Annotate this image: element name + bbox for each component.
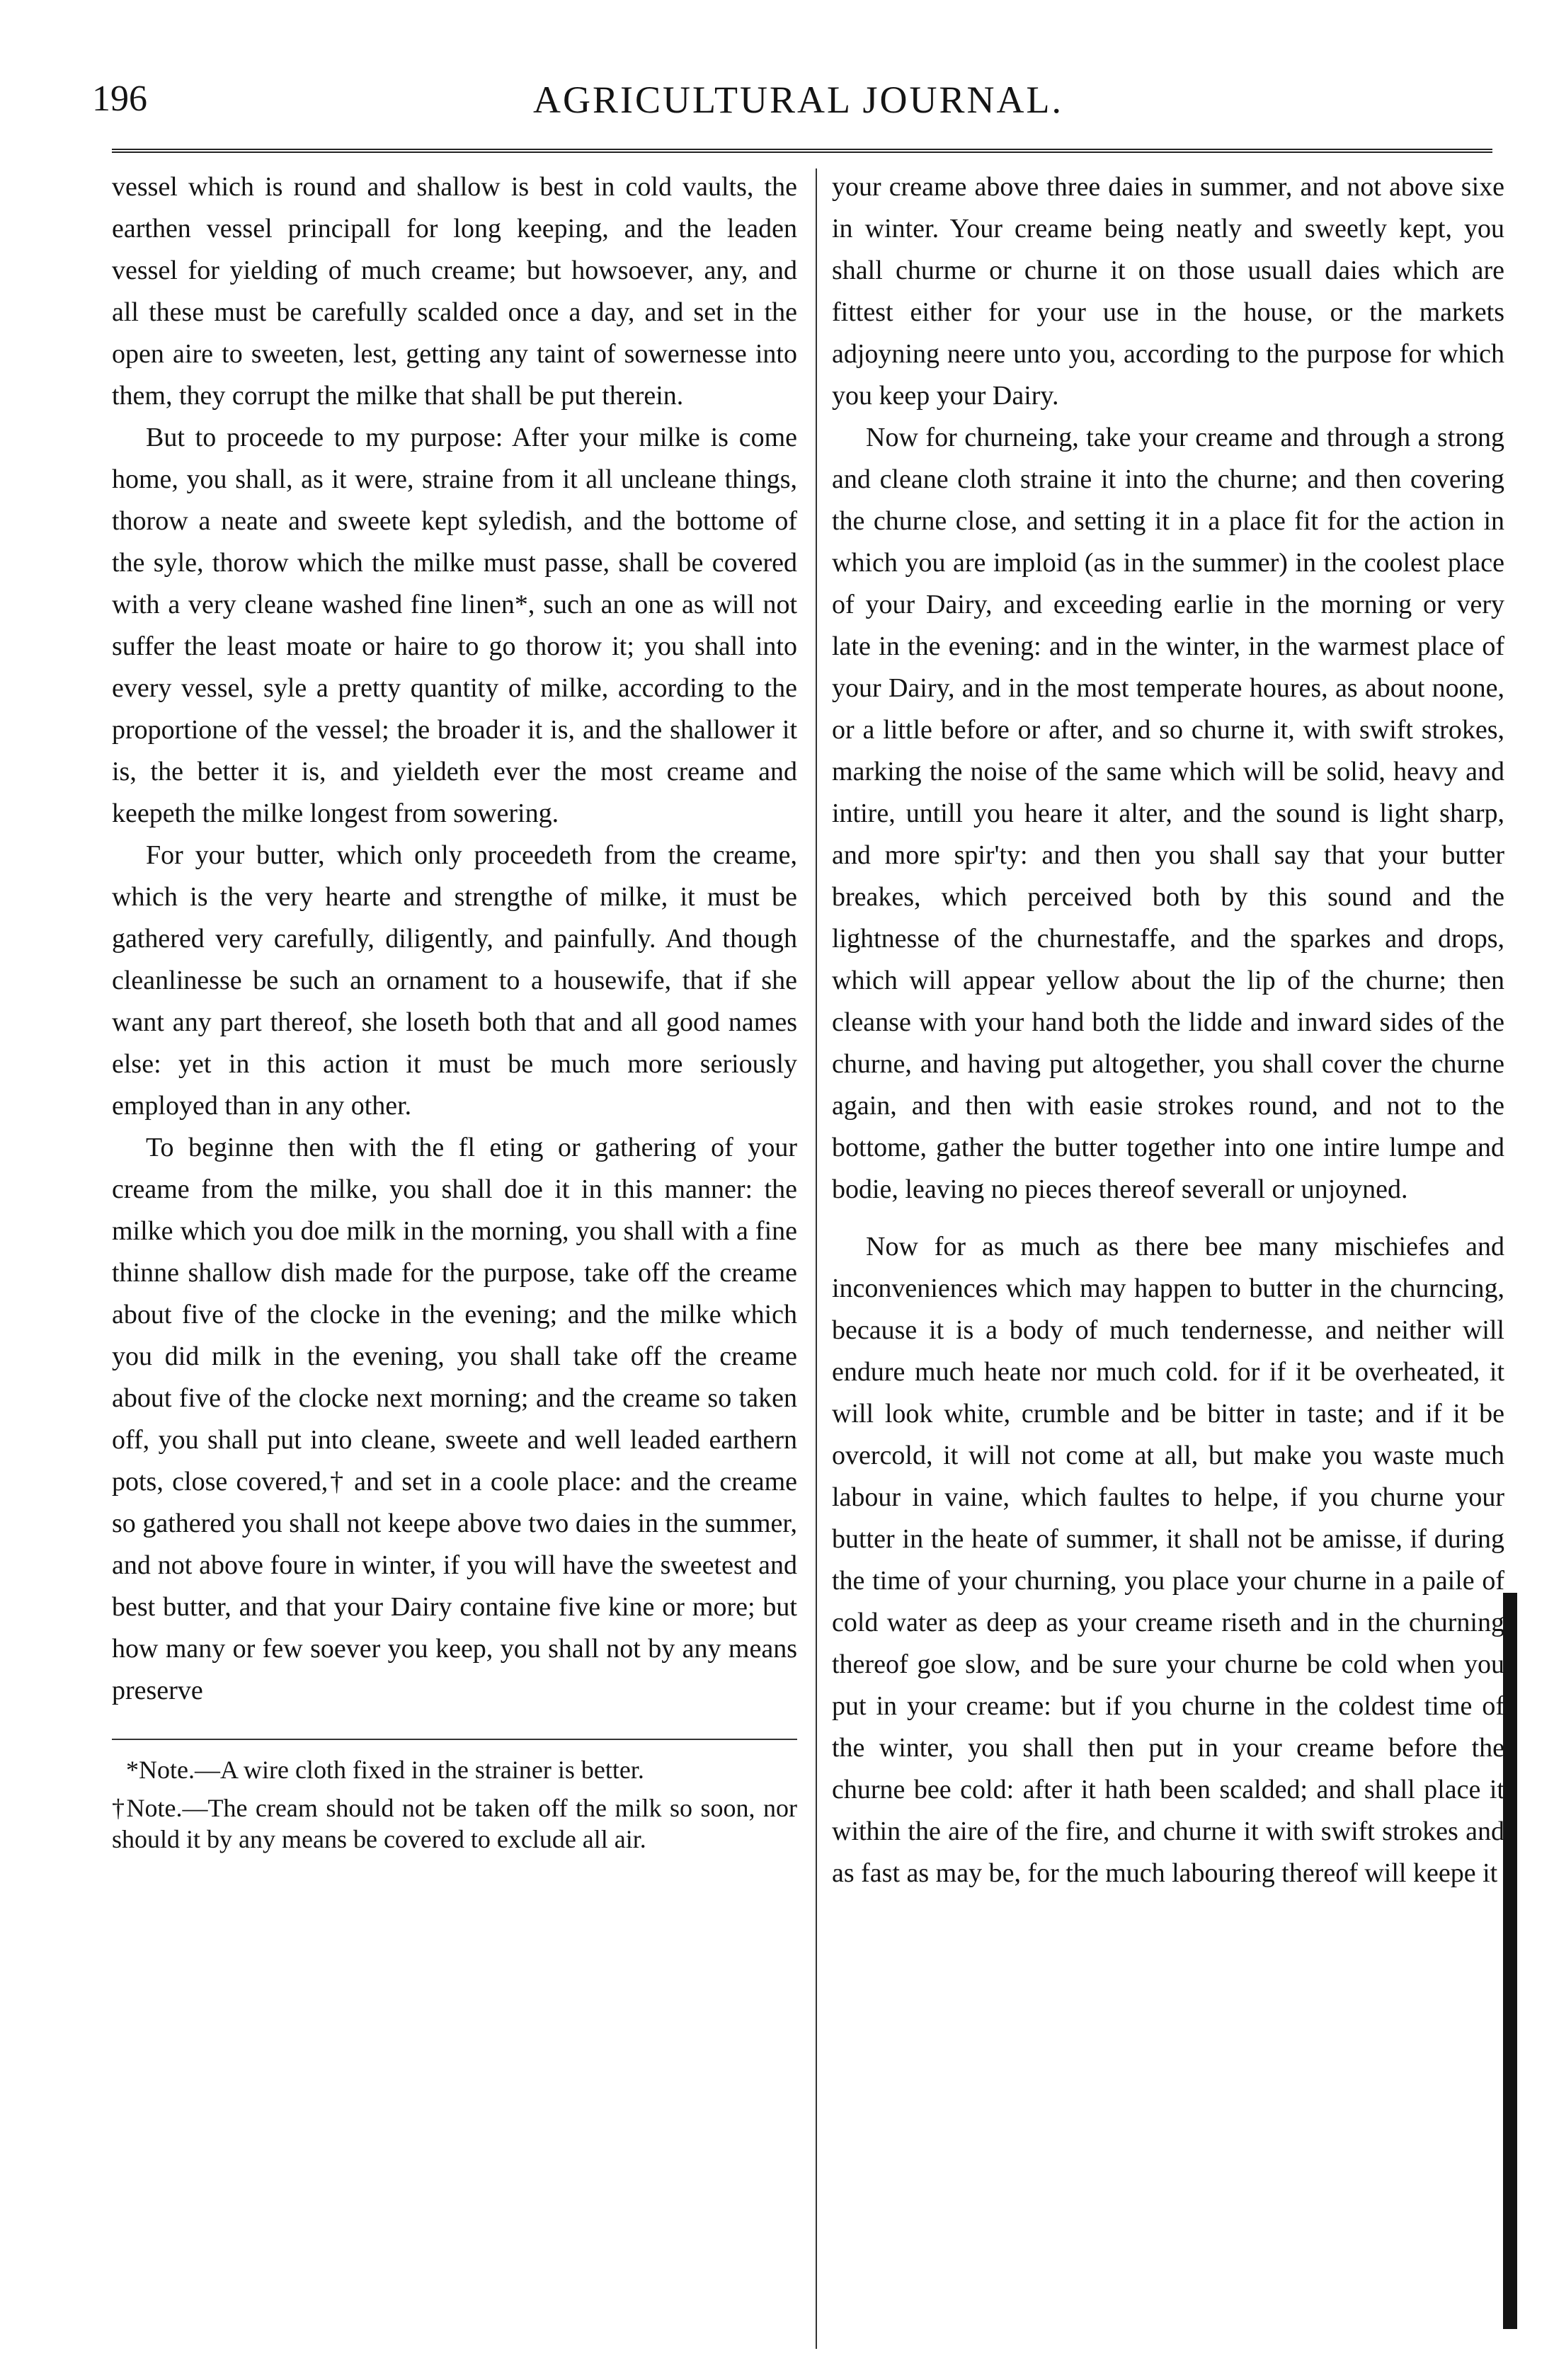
running-head: AGRICULTURAL JOURNAL. [532, 79, 1064, 121]
paragraph: vessel which is round and shallow is best in cold vaults, the earthen vessel principall for long keeping, and the leaden vessel for yielding of much creame; but howsoever, any, and all these must be carefully scalded once a day, and set in the open aire to sweeten, lest, getting any taint of sowernesse into them, they corrupt the milke that shall be put therein. [112, 172, 797, 411]
footnote: †Note.—The cream should not be taken off the milk so soon, nor should it by any means be covered to exclude all air. [112, 1794, 797, 1853]
column-divider [816, 168, 817, 2349]
footnote: *Note.—A wire cloth fixed in the strainer is better. [126, 1756, 644, 1784]
paragraph: But to proceede to my purpose: After your milke is come home, you shall, as it were, straine from it all uncleane things, thorow a neate and sweete kept syledish, and the bottome of the syle, thorow which the milke must passe, shall be covered with a very cleane washed fine linen*, such an one as will not suffer the least moate or haire to go thorow it; you shall into every vessel, syle a pretty quantity of milke, according to the proportione of the vessel; the broader it is, and the shallower it is, the better it is, and yieldeth ever the most creame and keepeth the milke longest from sowering. [112, 423, 797, 828]
right-column [832, 166, 1504, 1894]
left-column [112, 166, 797, 1862]
paragraph: For your butter, which only proceedeth from the creame, which is the very hearte and strengthe of milke, it must be gathered very carefully, diligently, and painfully. And though cleanlinesse be such an ornament to a housewife, that if she want any part thereof, she loseth both that and all good names else: yet in this action it must be much more seriously employed than in any other. [112, 840, 797, 1121]
page-edge-bar [1503, 1593, 1517, 2329]
footnotes [112, 1754, 797, 1855]
paragraph: To beginne then with the fl eting or gathering of your creame from the milke, you shall doe it in this manner: the milke which you doe milk in the morning, you shall with a fine thinne shallow dish made for the purpose, take off the creame about five of the clocke in the evening; and the milke which you did milk in the evening, you shall take off the creame about five of the clocke next morning; and the creame so taken off, you shall put into cleane, sweete and well leaded earthern pots, close covered,† and set in a coole place: and the creame so gathered you shall not keepe above two daies in the summer, and not above foure in winter, if you will have the sweetest and best butter, and that your Dairy containe five kine or more; but how many or few soever you keep, you shall not by any means preserve [112, 1133, 797, 1705]
footnote-rule [112, 1739, 797, 1740]
page-header [92, 78, 1504, 135]
header-rule [112, 149, 1492, 153]
paragraph: your creame above three daies in summer, and not above sixe in winter. Your creame being neatly and sweetly kept, you shall churme or churne it on those usuall daies which are fittest either for your use in the house, or the markets adjoyning neere unto you, according to the purpose for which you keep your Dairy. [832, 172, 1504, 411]
paragraph: Now for as much as there bee many mischiefes and inconveniences which may happen to butter in the churncing, because it is a body of much tendernesse, and neither will endure much heate nor much cold. for if it be overheated, it will look white, crumble and be bitter in taste; and if it be overcold, it will not come at all, but make you waste much labour in vaine, which faultes to helpe, if you churne your butter in the heate of summer, it shall not be amisse, if during the time of your churning, you place your churne in a paile of cold water as deep as your creame riseth and in the churning thereof goe slow, and be sure your churne be cold when you put in your creame: but if you churne in the coldest time of the winter, you shall then put in your creame before the churne bee cold: after it hath been scalded; and shall place it within the aire of the fire, and churne it with swift strokes and as fast as may be, for the much labouring thereof will keepe it [832, 1232, 1504, 1888]
page-number: 196 [92, 79, 147, 119]
paragraph: Now for churneing, take your creame and through a strong and cleane cloth straine it into the churne; and then covering the churne close, and setting it in a place fit for the action in which you are imploid (as in the summer) in the coolest place of your Dairy, and exceeding earlie in the morning or very late in the evening: and in the winter, in the warmest place of your Dairy, and in the most temperate houres, as about noone, or a little before or after, and so churne it, with swift strokes, marking the noise of the same which will be solid, heavy and intire, untill you heare it alter, and the sound is light sharp, and more spir'ty: and then you shall say that your butter breakes, which perceived both by this sound and the lightnesse of the churnestaffe, and the sparkes and drops, which will appear yellow about the lip of the churne; then cleanse with your hand both the lidde and inward sides of the churne, and having put altogether, you shall cover the churne again, and then with easie strokes round, and not to the bottome, gather the butter together into one intire lumpe and bodie, leaving no pieces thereof severall or unjoyned. [832, 423, 1504, 1204]
